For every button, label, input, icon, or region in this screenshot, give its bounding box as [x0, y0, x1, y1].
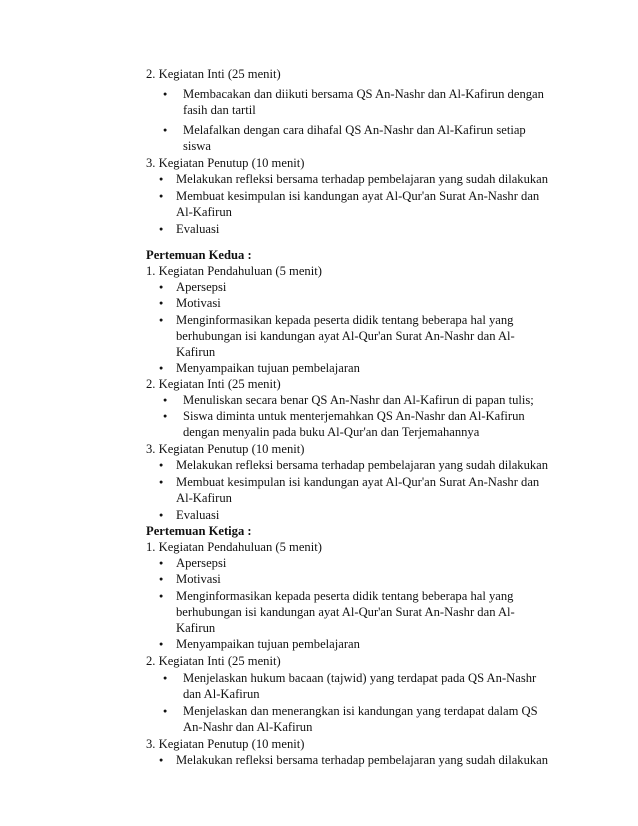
text-line: Menjelaskan dan menerangkan isi kandungan yang terdapat dalam QS [183, 704, 538, 718]
text-line: 1. Kegiatan Pendahuluan (5 menit) [146, 264, 322, 278]
text-line: Menginformasikan kepada peserta didik tentang beberapa hal yang [176, 313, 514, 327]
text-line: dan Al-Kafirun [183, 687, 260, 701]
bullet-dot: ● [163, 707, 168, 715]
bullet-dot: ● [159, 756, 164, 764]
text-line: 2. Kegiatan Inti (25 menit) [146, 67, 281, 81]
text-line: Melakukan refleksi bersama terhadap pembelajaran yang sudah dilakukan [176, 753, 549, 767]
text-line: Apersepsi [176, 280, 227, 294]
bullet-dot: ● [159, 575, 164, 583]
text-line: Menginformasikan kepada peserta didik tentang beberapa hal yang [176, 589, 514, 603]
bullet-dot: ● [163, 126, 168, 134]
section-heading: Pertemuan Ketiga : [146, 524, 252, 538]
bullet-dot: ● [163, 90, 168, 98]
text-line: 3. Kegiatan Penutup (10 menit) [146, 156, 305, 170]
bullet-dot: ● [159, 559, 164, 567]
text-line: Membacakan dan diikuti bersama QS An-Nashr dan Al-Kafirun dengan [183, 87, 544, 101]
text-line: Al-Kafirun [176, 205, 232, 219]
bullet-dot: ● [159, 192, 164, 200]
text-line: Membuat kesimpulan isi kandungan ayat Al-Qur'an Surat An-Nashr dan [176, 475, 540, 489]
bullet-dot: ● [163, 674, 168, 682]
text-line: dengan menyalin pada buku Al-Qur'an dan Terjemahannya [183, 425, 480, 439]
text-line: Membuat kesimpulan isi kandungan ayat Al-Qur'an Surat An-Nashr dan [176, 189, 540, 203]
text-line: Melakukan refleksi bersama terhadap pembelajaran yang sudah dilakukan [176, 458, 549, 472]
text-line: Al-Kafirun [176, 491, 232, 505]
text-line: berhubungan isi kandungan ayat Al-Qur'an Surat An-Nashr dan Al- [176, 605, 515, 619]
bullet-dot: ● [159, 316, 164, 324]
bullet-dot: ● [159, 299, 164, 307]
text-line: Kafirun [176, 621, 216, 635]
bullet-dot: ● [163, 412, 168, 420]
text-line: Menyampaikan tujuan pembelajaran [176, 637, 360, 651]
text-line: Menjelaskan hukum bacaan (tajwid) yang terdapat pada QS An-Nashr [183, 671, 537, 685]
text-line: Evaluasi [176, 222, 220, 236]
bullet-dot: ● [159, 175, 164, 183]
bullet-dot: ● [159, 225, 164, 233]
text-line: 2. Kegiatan Inti (25 menit) [146, 377, 281, 391]
text-line: Siswa diminta untuk menterjemahkan QS An-Nashr dan Al-Kafirun [183, 409, 525, 423]
bullet-dot: ● [159, 283, 164, 291]
text-line: Kafirun [176, 345, 216, 359]
bullet-dot: ● [159, 364, 164, 372]
text-line: 1. Kegiatan Pendahuluan (5 menit) [146, 540, 322, 554]
text-line: Motivasi [176, 296, 221, 310]
text-line: siswa [183, 139, 211, 153]
text-line: 3. Kegiatan Penutup (10 menit) [146, 737, 305, 751]
text-line: 3. Kegiatan Penutup (10 menit) [146, 442, 305, 456]
text-line: Evaluasi [176, 508, 220, 522]
bullet-dot: ● [163, 396, 168, 404]
text-line: Melafalkan dengan cara dihafal QS An-Nashr dan Al-Kafirun setiap [183, 123, 526, 137]
bullet-dot: ● [159, 511, 164, 519]
text-line: Menyampaikan tujuan pembelajaran [176, 361, 360, 375]
text-line: Apersepsi [176, 556, 227, 570]
text-line: 2. Kegiatan Inti (25 menit) [146, 654, 281, 668]
text-line: Menuliskan secara benar QS An-Nashr dan Al-Kafirun di papan tulis; [183, 393, 534, 407]
bullet-dot: ● [159, 640, 164, 648]
text-line: berhubungan isi kandungan ayat Al-Qur'an Surat An-Nashr dan Al- [176, 329, 515, 343]
bullet-dot: ● [159, 592, 164, 600]
text-line: An-Nashr dan Al-Kafirun [183, 720, 313, 734]
bullet-dot: ● [159, 461, 164, 469]
text-line: Melakukan refleksi bersama terhadap pembelajaran yang sudah dilakukan [176, 172, 549, 186]
bullet-dot: ● [159, 478, 164, 486]
text-line: fasih dan tartil [183, 103, 256, 117]
text-line: Motivasi [176, 572, 221, 586]
section-heading: Pertemuan Kedua : [146, 248, 252, 262]
